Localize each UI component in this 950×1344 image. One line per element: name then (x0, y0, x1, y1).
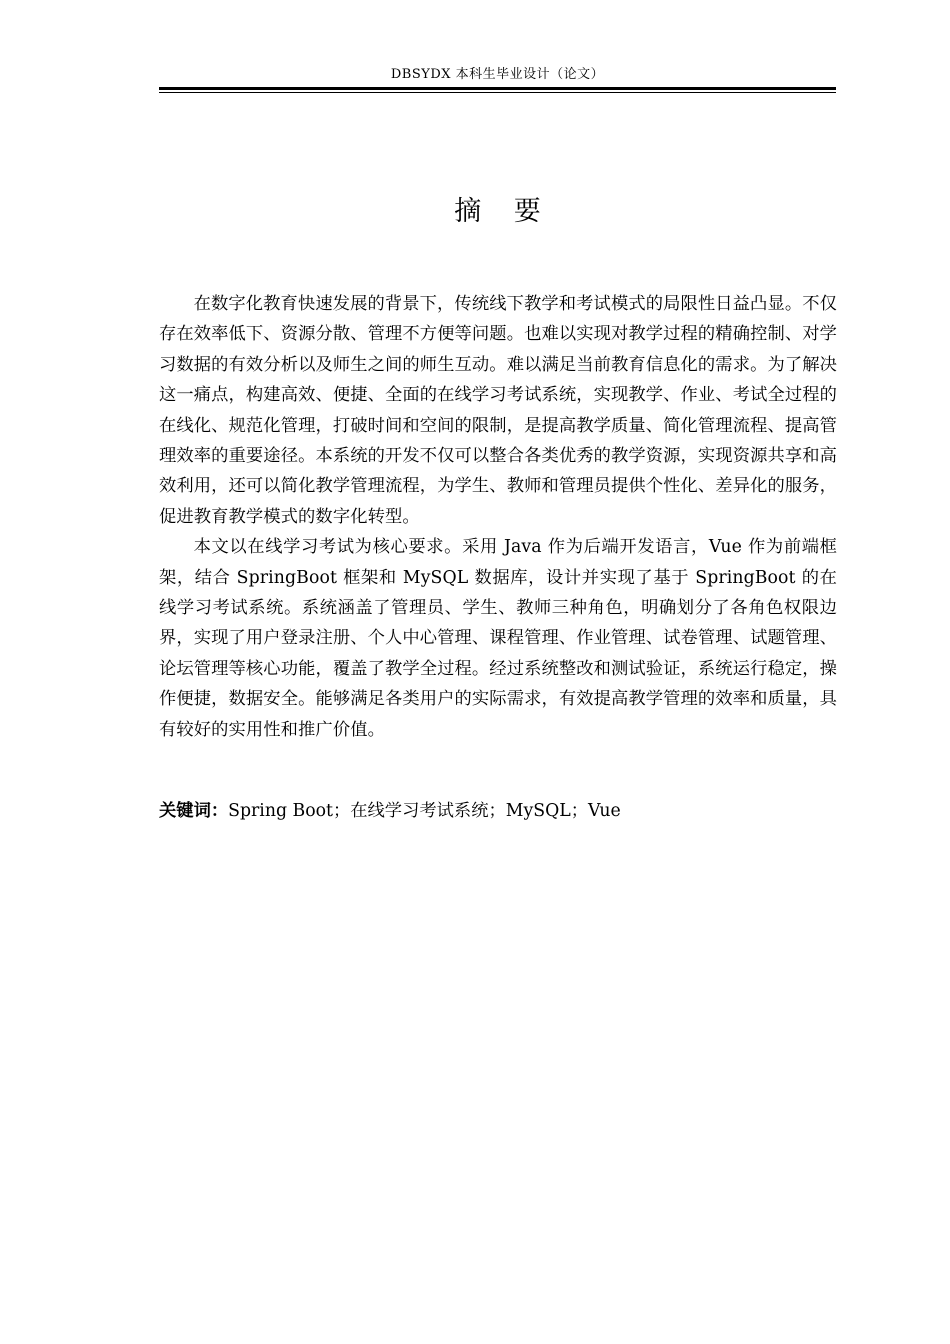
abstract-title: 摘 要 (454, 196, 553, 227)
abstract-body (159, 289, 837, 745)
abstract-paragraph-2: 本文以在线学习考试为核心要求。采用 Java 作为后端开发语言，Vue 作为前端框架，结合 SpringBoot 框架和 MySQL 数据库，设计并实现了基于 SpringBoot 的在线学习考试系统。系统涵盖了管理员、学生、教师三种角色，明确划分了各角色权限边界，实现了用户登录注册、个人中心管理、课程管理、作业管理、试卷管理、试题管理、论坛管理等核心功能，覆盖了教学全过程。经过系统整改和测试验证，系统运行稳定，操作便捷，数据安全。能够满足各类用户的实际需求，有效提高教学管理的效率和质量，具有较好的实用性和推广价值。 (159, 537, 837, 740)
keywords-line (159, 796, 837, 826)
running-header: DBSYDX 本科生毕业设计（论文） (390, 67, 605, 82)
keywords-text: Spring Boot；在线学习考试系统；MySQL；Vue (228, 801, 621, 821)
header-rule-thick (159, 87, 836, 90)
keywords-label: 关键词： (159, 801, 229, 821)
header-rule-thin (159, 92, 836, 93)
abstract-paragraph-1: 在数字化教育快速发展的背景下，传统线下教学和考试模式的局限性日益凸显。不仅存在效率低下、资源分散、管理不方便等问题。也难以实现对教学过程的精确控制、对学习数据的有效分析以及师生之间的师生互动。难以满足当前教育信息化的需求。为了解决这一痛点，构建高效、便捷、全面的在线学习考试系统，实现教学、作业、考试全过程的在线化、规范化管理，打破时间和空间的限制，是提高教学质量、简化管理流程、提高管理效率的重要途径。本系统的开发不仅可以整合各类优秀的教学资源，实现资源共享和高效利用，还可以简化教学管理流程，为学生、教师和管理员提供个性化、差异化的服务，促进教育教学模式的数字化转型。 (159, 294, 837, 527)
